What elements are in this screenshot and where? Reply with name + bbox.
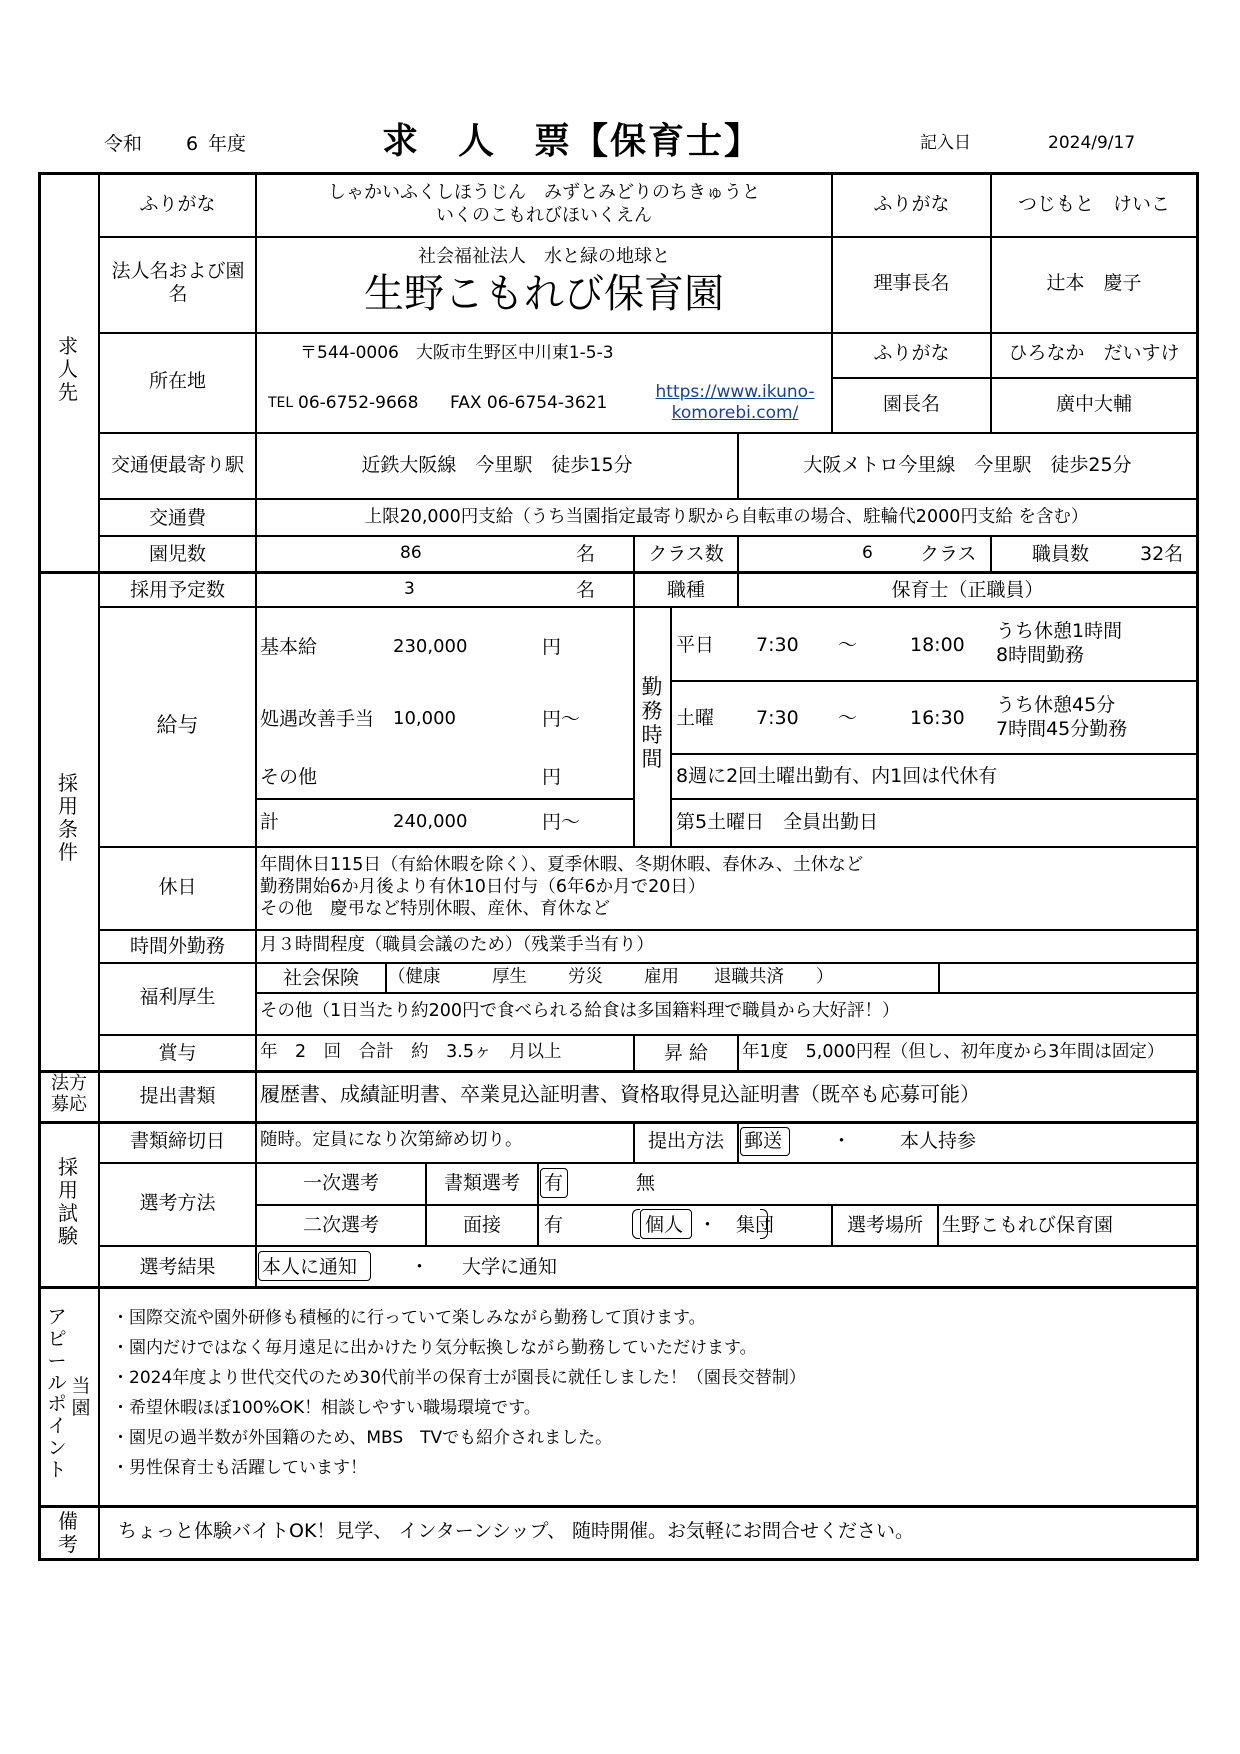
second-bracket-close — [760, 1209, 768, 1239]
grid-line — [98, 1034, 1198, 1036]
grid-line — [98, 535, 1198, 537]
weekday-note2: 8時間勤務 — [996, 644, 1085, 666]
border-left — [38, 172, 41, 1561]
submit-mail: 郵送 — [744, 1130, 783, 1152]
insurance-label: 社会保険 — [282, 967, 359, 989]
first-yes: 有 — [544, 1172, 564, 1194]
place-label: 選考場所 — [846, 1214, 923, 1236]
grid-line — [670, 798, 1198, 800]
section-divider — [38, 1286, 1198, 1289]
salary-allowance-amount: 10,000 — [393, 708, 456, 729]
salary-total-label: 計 — [260, 811, 280, 833]
insurance-close: ） — [816, 967, 834, 987]
second-group: ・ 集団 — [698, 1214, 775, 1236]
holiday-line2: 勤務開始6か月後より有休10日付与（6年6か月で20日） — [260, 877, 706, 897]
raise-label: 昇 給 — [663, 1042, 709, 1064]
station-label: 交通便最寄り駅 — [110, 454, 244, 476]
section-divider — [38, 1070, 1198, 1073]
salary-total-unit: 円～ — [542, 811, 581, 833]
class-label: クラス数 — [648, 543, 724, 565]
holiday-label: 休日 — [158, 876, 197, 898]
weekday-tilde: ～ — [838, 634, 858, 656]
page-title: 求 人 票【保育士】 — [382, 121, 763, 162]
grid-line — [737, 1034, 739, 1070]
first-label: 一次選考 — [302, 1172, 379, 1194]
appeal-item: ・園児の過半数が外国籍のため、MBS TVでも紹介されました。 — [112, 1428, 613, 1448]
saturday-note1: うち休憩45分 — [996, 694, 1116, 716]
section-conditions-label: 採用条件 — [58, 771, 78, 864]
chair-furigana: つじもと けいこ — [1017, 193, 1170, 215]
website-link-line1: https://www.ikuno- — [655, 382, 815, 402]
saturday-note2: 7時間45分勤務 — [996, 718, 1128, 740]
docs-value: 履歴書、成績証明書、卒業見込証明書、資格取得見込証明書（既卒も応募可能） — [260, 1082, 980, 1106]
fax-number: FAX 06-6754-3621 — [450, 393, 608, 413]
section-exam-label: 採用試験 — [58, 1155, 78, 1248]
submit-dot: ・ — [832, 1130, 852, 1152]
second-bracket-open — [632, 1209, 640, 1239]
furigana-label: ふりがな — [139, 193, 216, 215]
raise-value: 年1度 5,000円程（但し、初年度から3年間は固定） — [742, 1042, 1165, 1062]
grid-line — [98, 498, 1198, 500]
deadline-label: 書類締切日 — [129, 1130, 225, 1152]
result-label: 選考結果 — [139, 1256, 216, 1278]
hours-label: 勤務時間 — [641, 675, 663, 772]
corp-subtitle: 社会福祉法人 水と緑の地球と — [418, 246, 670, 267]
weekday-end: 18:00 — [910, 634, 965, 656]
grid-line — [633, 606, 635, 846]
children-label: 園児数 — [148, 543, 206, 565]
head-label: 園長名 — [882, 393, 940, 415]
holiday-line3: その他 慶弔など特別休暇、産休、育休など — [260, 899, 610, 919]
grid-line — [737, 535, 739, 571]
grid-line — [98, 1162, 1198, 1164]
website-link-line2: komorebi.com/ — [671, 403, 799, 424]
welfare-label: 福利厚生 — [139, 986, 216, 1008]
insurance-health: （健康 — [388, 967, 441, 987]
insurance-accident: 労災 — [568, 967, 603, 987]
salary-basic-unit: 円 — [542, 636, 562, 658]
grid-line — [670, 680, 1198, 682]
chair-furigana-label: ふりがな — [873, 193, 950, 215]
children-unit: 名 — [576, 543, 596, 565]
bonus-label: 賞与 — [158, 1042, 197, 1064]
saturday-tilde: ～ — [838, 707, 858, 729]
section-appeal-sub-label: 当園 — [71, 1375, 91, 1419]
station-2: 大阪メトロ今里線 今里駅 徒歩25分 — [803, 454, 1132, 476]
first-no: 無 — [636, 1172, 656, 1194]
appeal-item: ・2024年度より世代交代のため30代前半の保育士が園長に就任しました！（園長交替制） — [112, 1368, 806, 1388]
grid-line — [385, 962, 387, 992]
corp-label: 法人名および園名 — [111, 260, 245, 305]
station-1: 近鉄大阪線 今里駅 徒歩15分 — [361, 454, 633, 476]
section-employer-label: 求人先 — [58, 334, 78, 404]
hours-note2: 第5土曜日 全員出勤日 — [676, 811, 879, 833]
salary-allowance-unit: 円～ — [542, 708, 581, 730]
grid-line — [937, 1204, 939, 1245]
second-label: 二次選考 — [302, 1214, 379, 1236]
transport-label: 交通費 — [148, 507, 206, 529]
insurance-items — [388, 967, 936, 991]
grid-line — [98, 1245, 1198, 1247]
saturday-label: 土曜 — [676, 707, 715, 729]
result-self: 本人に通知 — [262, 1256, 358, 1278]
appeal-item: ・希望休暇ほぼ100%OK！相談しやすい職場環境です。 — [112, 1398, 541, 1418]
job-label: 職種 — [666, 579, 705, 601]
deadline-value: 随時。定員になり次第締め切り。 — [260, 1130, 523, 1150]
border-right — [1196, 172, 1199, 1561]
saturday-end: 16:30 — [910, 707, 965, 729]
overtime-label: 時間外勤務 — [129, 935, 225, 957]
saturday-start: 7:30 — [756, 707, 799, 729]
grid-line — [98, 962, 1198, 964]
date-value: 2024/9/17 — [1048, 133, 1136, 153]
submit-person: 本人持参 — [900, 1130, 977, 1152]
second-individual: 個人 — [645, 1214, 684, 1236]
insurance-pension: 厚生 — [492, 967, 527, 987]
result-univ: 大学に通知 — [462, 1256, 558, 1278]
hire-unit: 名 — [576, 579, 596, 601]
corp-furigana-line2: いくのこもれびほいくえん — [436, 205, 652, 226]
salary-other-label: その他 — [260, 766, 318, 788]
head-name: 廣中大輔 — [1055, 393, 1132, 415]
grid-line — [98, 332, 1198, 334]
hours-note1: 8週に2回土曜出勤有、内1回は代休有 — [676, 765, 998, 787]
head-furigana-label: ふりがな — [873, 342, 950, 364]
tel-label: TEL — [268, 395, 294, 411]
result-dot: ・ — [410, 1256, 430, 1278]
year-value: 6 — [186, 133, 199, 155]
section-divider — [38, 1121, 1198, 1124]
grid-line — [98, 236, 1198, 238]
salary-rows — [257, 606, 633, 846]
overtime-value: 月３時間程度（職員会議のため）（残業手当有り） — [260, 935, 654, 955]
staff-count: 32名 — [1140, 543, 1184, 565]
section-divider — [38, 1505, 1198, 1508]
salary-basic-amount: 230,000 — [393, 636, 468, 657]
grid-line — [990, 535, 992, 571]
grid-line — [255, 992, 1198, 994]
second-type: 面接 — [462, 1214, 501, 1236]
border-top — [38, 172, 1198, 175]
welfare-other: その他（1日当たり約200円で食べられる給食は多国籍料理で職員から大好評！） — [260, 1001, 900, 1021]
corp-furigana-line1: しゃかいふくしほうじん みずとみどりのちきゅうと — [328, 182, 760, 203]
hire-label: 採用予定数 — [129, 579, 225, 601]
bonus-value: 年 2 回 合計 約 3.5ヶ 月以上 — [260, 1042, 562, 1062]
date-label: 記入日 — [920, 133, 971, 153]
appeal-item: ・男性保育士も活躍しています！ — [112, 1458, 367, 1478]
weekday-start: 7:30 — [756, 634, 799, 656]
holiday-line1: 年間休日115日（有給休暇を除く）、夏季休暇、冬期休暇、春休み、土休など — [260, 855, 864, 875]
second-yes: 有 — [544, 1214, 564, 1236]
submit-label: 提出方法 — [647, 1130, 724, 1152]
class-count: 6 — [862, 543, 873, 563]
chair-name: 辻本 慶子 — [1046, 272, 1142, 294]
children-count: 86 — [400, 543, 422, 563]
insurance-employment: 雇用 — [644, 967, 679, 987]
grid-line — [98, 929, 1198, 931]
appeal-list — [112, 1308, 1192, 1498]
grid-line — [98, 432, 1198, 434]
job-value: 保育士（正職員） — [891, 579, 1044, 601]
salary-allowance-label: 処遇改善手当 — [260, 708, 375, 730]
salary-basic-label: 基本給 — [260, 636, 318, 658]
grid-line — [670, 606, 672, 846]
place-value: 生野こもれび保育園 — [942, 1214, 1114, 1236]
docs-label: 提出書類 — [139, 1085, 216, 1107]
appeal-item: ・園内だけではなく毎月遠足に出かけたり気分転換しながら勤務していただけます。 — [112, 1338, 757, 1358]
chair-label: 理事長名 — [873, 272, 950, 294]
grid-line — [255, 1204, 1198, 1206]
grid-line — [831, 377, 1198, 379]
salary-total-amount: 240,000 — [393, 811, 468, 832]
class-unit: クラス — [920, 543, 977, 565]
insurance-retirement: 退職共済 — [714, 967, 784, 987]
grid-line — [537, 1162, 539, 1245]
head-furigana: ひろなか だいすけ — [1008, 342, 1180, 364]
era-label: 令和 — [104, 133, 143, 155]
salary-label: 給与 — [156, 713, 199, 737]
appeal-item: ・国際交流や園外研修も積極的に行っていて楽しみながら勤務して頂けます。 — [112, 1308, 706, 1328]
section-divider — [38, 571, 1198, 574]
address: 〒544-0006 大阪市生野区中川東1-5-3 — [300, 343, 614, 363]
weekday-note1: うち休憩1時間 — [996, 620, 1123, 642]
salary-other-unit: 円 — [542, 766, 562, 788]
border-bottom — [38, 1558, 1198, 1561]
weekday-label: 平日 — [676, 634, 715, 656]
first-type: 書類選考 — [443, 1172, 520, 1194]
hire-count: 3 — [404, 579, 415, 599]
grid-line — [737, 1121, 739, 1162]
tel-number: 06-6752-9668 — [298, 393, 419, 413]
section-notes-label: 備考 — [58, 1509, 78, 1556]
corp-name: 生野こもれび保育園 — [364, 271, 724, 317]
method-label: 選考方法 — [139, 1192, 216, 1214]
transport-value: 上限20,000円支給（うち当園指定最寄り駅から自転車の場合、駐輪代2000円支給 を含む） — [364, 507, 1089, 527]
staff-label: 職員数 — [1032, 543, 1090, 565]
grid-line — [98, 846, 1198, 848]
address-label: 所在地 — [148, 370, 206, 392]
section-appeal-label: アピールポイント — [47, 1306, 67, 1481]
year-suffix: 年度 — [208, 133, 247, 155]
website-link[interactable] — [640, 382, 830, 425]
section-method-label: 法方募応 — [51, 1073, 87, 1115]
grid-line — [670, 753, 1198, 755]
notes-value: ちょっと体験バイトOK！見学、 インターンシップ、 随時開催。お気軽にお問合せください。 — [118, 1520, 914, 1542]
grid-line — [938, 962, 940, 992]
